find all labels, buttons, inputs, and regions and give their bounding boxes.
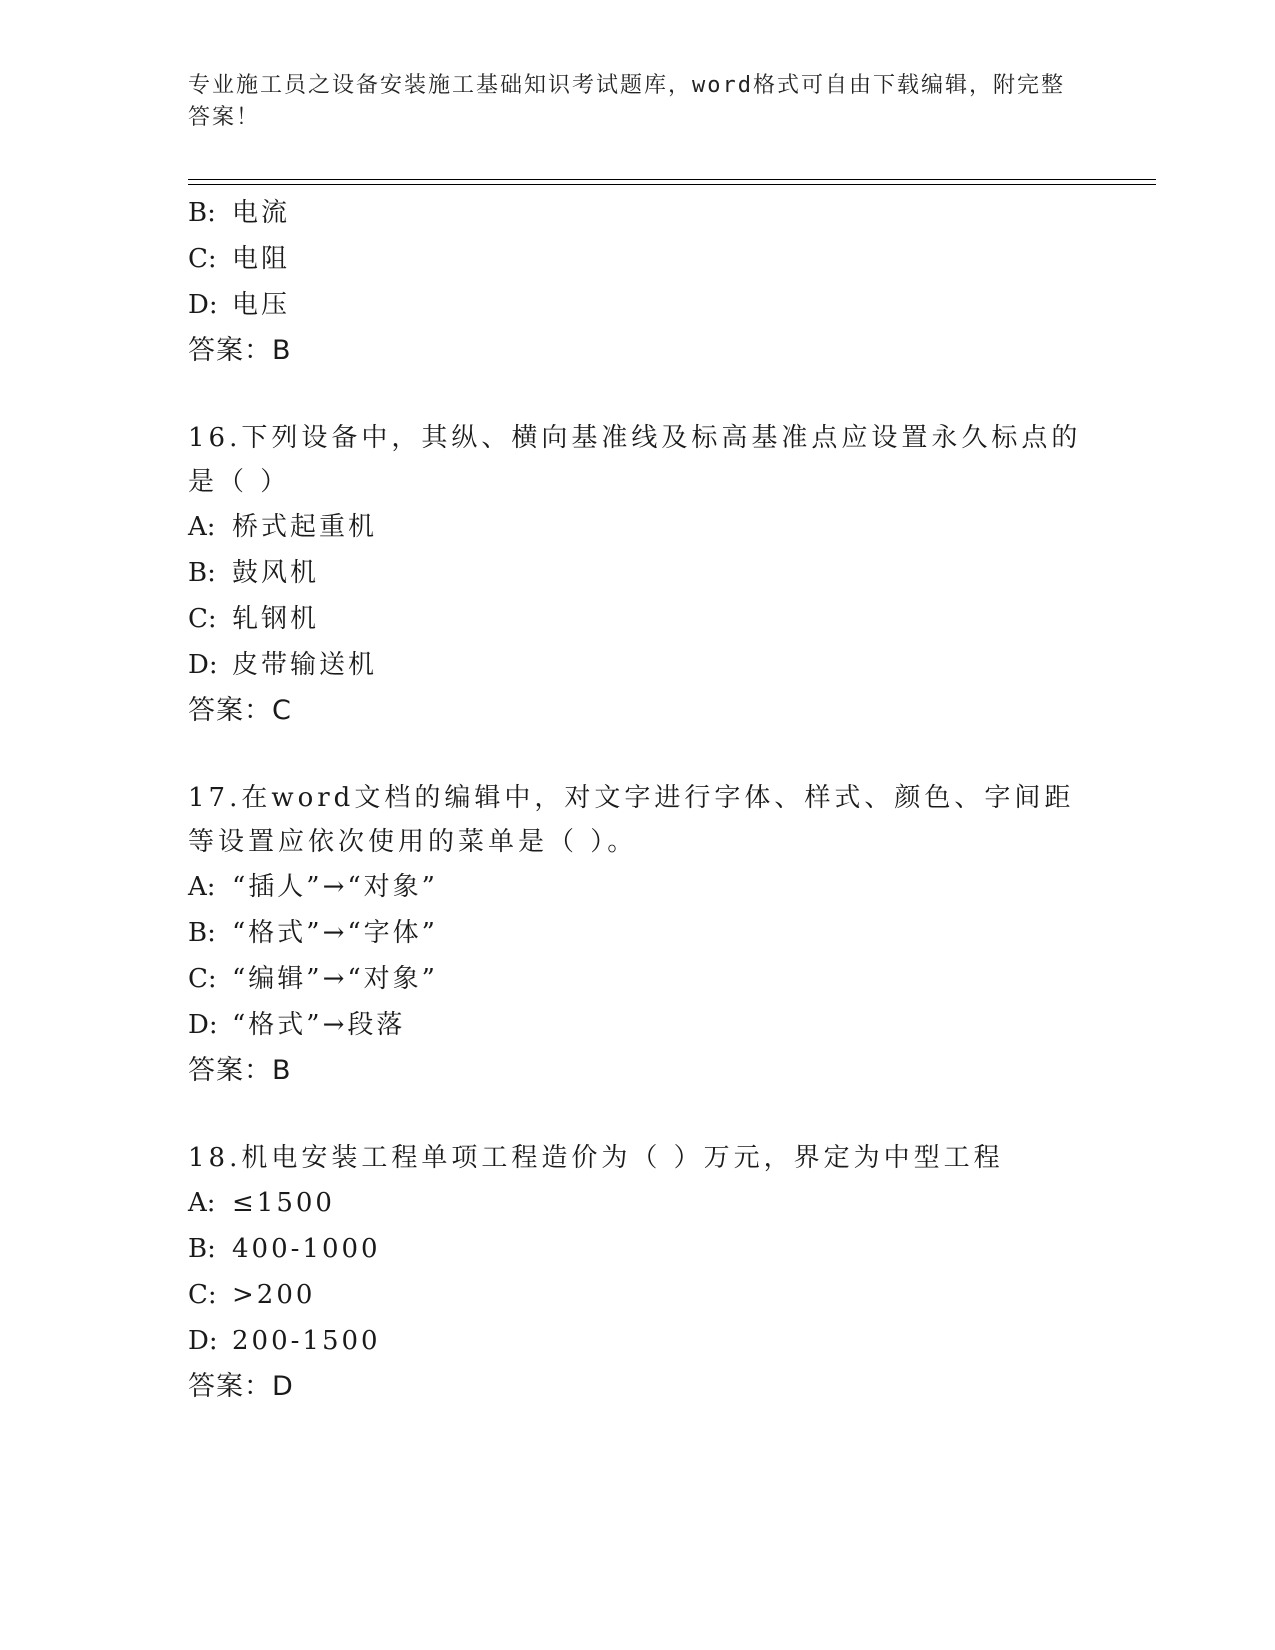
option-line: [188, 1226, 1088, 1272]
option-key: B:: [188, 198, 216, 228]
option-line: [188, 550, 1088, 596]
option-line: [188, 236, 1088, 282]
option-line: [188, 596, 1088, 642]
answer-line: 答案：B: [188, 335, 292, 366]
option-key: C:: [188, 1280, 217, 1310]
question-text: 16.下列设备中，其纵、横向基准线及标高基准点应设置永久标点的是（ ）: [188, 423, 1082, 497]
answer-line: 答案：B: [188, 1055, 292, 1086]
question-list: [188, 190, 1088, 1410]
option-line: [188, 282, 1088, 328]
option-key: A:: [188, 512, 216, 542]
option-key: D:: [188, 1010, 218, 1040]
option-key: D:: [188, 650, 218, 680]
question-text: 18.机电安装工程单项工程造价为（ ）万元，界定为中型工程: [188, 1143, 1004, 1173]
option-key: B:: [188, 918, 216, 948]
option-text: “格式”→段落: [232, 1010, 406, 1040]
option-line: [188, 956, 1088, 1002]
option-text: 400-1000: [232, 1234, 381, 1264]
option-line: [188, 1180, 1088, 1226]
question-block: [188, 776, 1088, 1094]
option-text: 200-1500: [232, 1326, 381, 1356]
option-text: 电阻: [232, 244, 291, 274]
option-line: [188, 642, 1088, 688]
question-text: 17.在word文档的编辑中，对文字进行字体、样式、颜色、字间距等设置应依次使用的菜单是（ ）。: [188, 783, 1075, 857]
question-block: [188, 190, 1088, 374]
option-line: [188, 1272, 1088, 1318]
page-header-title: 专业施工员之设备安装施工基础知识考试题库，word格式可自由下载编辑，附完整答案！: [188, 73, 1065, 130]
option-key: D:: [188, 290, 218, 320]
option-line: [188, 1002, 1088, 1048]
question-block: [188, 416, 1088, 734]
option-key: D:: [188, 1326, 218, 1356]
option-key: C:: [188, 604, 217, 634]
option-text: 皮带输送机: [232, 650, 378, 680]
option-key: C:: [188, 964, 217, 994]
option-line: [188, 504, 1088, 550]
option-text: >200: [232, 1280, 316, 1310]
answer-line: 答案：D: [188, 1371, 294, 1402]
option-line: [188, 190, 1088, 236]
option-text: 轧钢机: [232, 604, 320, 634]
question-block: [188, 1136, 1088, 1410]
option-text: “插人”→“对象”: [232, 872, 438, 902]
option-text: “编辑”→“对象”: [232, 964, 438, 994]
block-spacer: [188, 734, 1088, 776]
option-text: 电压: [232, 290, 291, 320]
option-key: B:: [188, 1234, 216, 1264]
option-text: 桥式起重机: [232, 512, 378, 542]
header-rule-bottom: [188, 184, 1156, 185]
header-rule-top: [188, 179, 1156, 180]
block-spacer: [188, 1094, 1088, 1136]
answer-line: 答案：C: [188, 695, 292, 726]
option-text: ≤1500: [232, 1188, 335, 1218]
option-key: B:: [188, 558, 216, 588]
block-spacer: [188, 374, 1088, 416]
option-line: [188, 1318, 1088, 1364]
option-text: 鼓风机: [232, 558, 320, 588]
option-line: [188, 910, 1088, 956]
option-key: A:: [188, 872, 216, 902]
option-key: A:: [188, 1188, 216, 1218]
option-key: C:: [188, 244, 217, 274]
option-text: “格式”→“字体”: [232, 918, 438, 948]
option-line: [188, 864, 1088, 910]
option-text: 电流: [232, 198, 291, 228]
